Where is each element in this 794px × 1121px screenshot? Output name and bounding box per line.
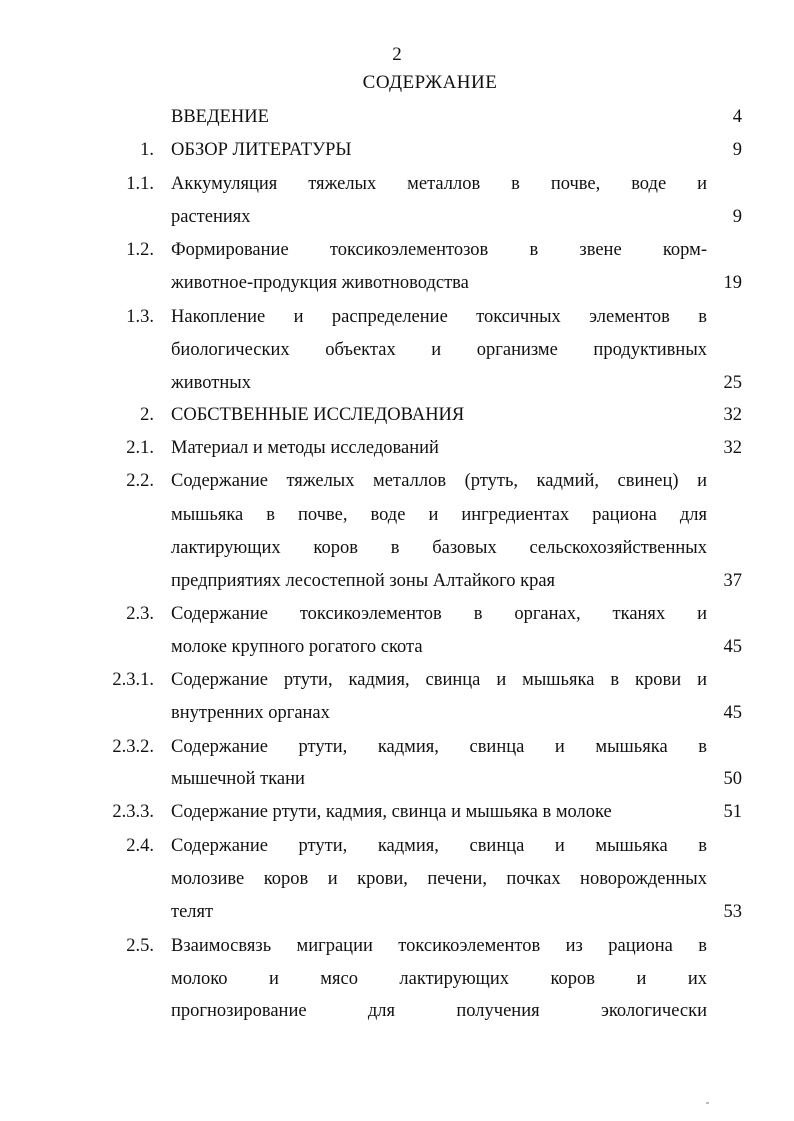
toc-page-number: 32	[723, 438, 742, 458]
toc-line	[0, 900, 794, 924]
toc-line	[0, 536, 794, 560]
toc-page-number: 37	[723, 571, 742, 591]
toc-entry-text: ВВЕДЕНИЕ	[171, 107, 269, 127]
toc-line	[0, 602, 794, 626]
page-title: СОДЕРЖАНИЕ	[362, 72, 498, 93]
toc-entry-text: мышьяка в почве, воде и ингредиентах рациона для	[171, 505, 707, 525]
toc-line	[0, 238, 794, 262]
toc-entry-text: лактирующих коров в базовых сельскохозяйственных	[171, 538, 707, 558]
toc-entry-number: 2.1.	[126, 438, 154, 458]
toc-entry-text: молозиве коров и крови, печени, почках новорожденных	[171, 869, 707, 889]
toc-line	[0, 867, 794, 891]
toc-line	[0, 105, 794, 129]
toc-page-number: 32	[723, 405, 742, 425]
toc-entry-number: 2.4.	[126, 836, 154, 856]
toc-entry-number: 1.2.	[126, 240, 154, 260]
toc-page-number: 45	[723, 637, 742, 657]
toc-entry-number: 2.5.	[126, 936, 154, 956]
toc-entry-text: Материал и методы исследований	[171, 438, 439, 458]
toc-line	[0, 305, 794, 329]
toc-entry-number: 2.3.3.	[112, 802, 154, 822]
toc-page-number: 51	[723, 802, 742, 822]
toc-line	[0, 668, 794, 692]
toc-entry-text: Накопление и распределение токсичных элементов в	[171, 307, 707, 327]
toc-entry-number: 2.3.	[126, 604, 154, 624]
toc-page-number: 45	[723, 703, 742, 723]
toc-entry-text: животных	[171, 373, 251, 393]
toc-entry-text: Содержание ртути, кадмия, свинца и мышьяка в	[171, 737, 707, 757]
toc-entry-text: Содержание токсикоэлементов в органах, тканях и	[171, 604, 707, 624]
scan-speck	[706, 1102, 709, 1104]
toc-line	[0, 403, 794, 427]
toc-line	[0, 701, 794, 725]
toc-entry-number: 1.	[140, 140, 154, 160]
toc-line	[0, 735, 794, 759]
toc-entry-text: Содержание ртути, кадмия, свинца и мышьяка в	[171, 836, 707, 856]
toc-entry-text: Формирование токсикоэлементозов в звене корм-	[171, 240, 707, 260]
toc-page-number: 25	[723, 373, 742, 393]
toc-line	[0, 569, 794, 593]
toc-line	[0, 469, 794, 493]
toc-entry-number: 1.3.	[126, 307, 154, 327]
toc-entry-text: Аккумуляция тяжелых металлов в почве, воде и	[171, 174, 707, 194]
toc-page-number: 53	[723, 902, 742, 922]
toc-page-number: 50	[723, 769, 742, 789]
toc-entry-text: Взаимосвязь миграции токсикоэлементов из рациона в	[171, 936, 707, 956]
toc-entry-number: 2.3.1.	[112, 670, 154, 690]
toc-line	[0, 800, 794, 824]
toc-entry-text: биологических объектах и организме продуктивных	[171, 340, 707, 360]
toc-line	[0, 503, 794, 527]
toc-entry-text: молоко и мясо лактирующих коров и их	[171, 969, 707, 989]
toc-entry-number: 2.	[140, 405, 154, 425]
toc-line	[0, 635, 794, 659]
toc-entry-text: животное-продукция животноводства	[171, 273, 469, 293]
page-number: 2	[392, 44, 402, 65]
toc-line	[0, 138, 794, 162]
toc-page-number: 9	[732, 207, 742, 227]
toc-line	[0, 338, 794, 362]
toc-entry-number: 2.3.2.	[112, 737, 154, 757]
toc-entry-text: мышечной ткани	[171, 769, 305, 789]
toc-line	[0, 967, 794, 991]
toc-page-number: 9	[732, 140, 742, 160]
toc-line	[0, 172, 794, 196]
toc-entry-text: предприятиях лесостепной зоны Алтайкого края	[171, 571, 556, 591]
toc-entry-text: Содержание ртути, кадмия, свинца и мышьяка в крови и	[171, 670, 707, 690]
toc-line	[0, 999, 794, 1023]
toc-entry-text: Содержание тяжелых металлов (ртуть, кадмий, свинец) и	[171, 471, 707, 491]
toc-line	[0, 934, 794, 958]
toc-entry-text: СОБСТВЕННЫЕ ИССЛЕДОВАНИЯ	[171, 405, 465, 425]
toc-entry-text: прогнозирование для получения экологически	[171, 1001, 707, 1021]
toc-entry-text: молоке крупного рогатого скота	[171, 637, 423, 657]
toc-entry-number: 1.1.	[126, 174, 154, 194]
toc-entry-text: телят	[171, 902, 214, 922]
toc-line	[0, 834, 794, 858]
toc-line	[0, 271, 794, 295]
toc-line	[0, 767, 794, 791]
toc-line	[0, 205, 794, 229]
toc-page-number: 4	[732, 107, 742, 127]
toc-entry-text: внутренних органах	[171, 703, 330, 723]
toc-line	[0, 436, 794, 460]
toc-line	[0, 371, 794, 395]
toc-entry-text: Содержание ртути, кадмия, свинца и мышьяка в молоке	[171, 802, 612, 822]
toc-entry-number: 2.2.	[126, 471, 154, 491]
toc-entry-text: растениях	[171, 207, 251, 227]
toc-entry-text: ОБЗОР ЛИТЕРАТУРЫ	[171, 140, 352, 160]
toc-page-number: 19	[723, 273, 742, 293]
